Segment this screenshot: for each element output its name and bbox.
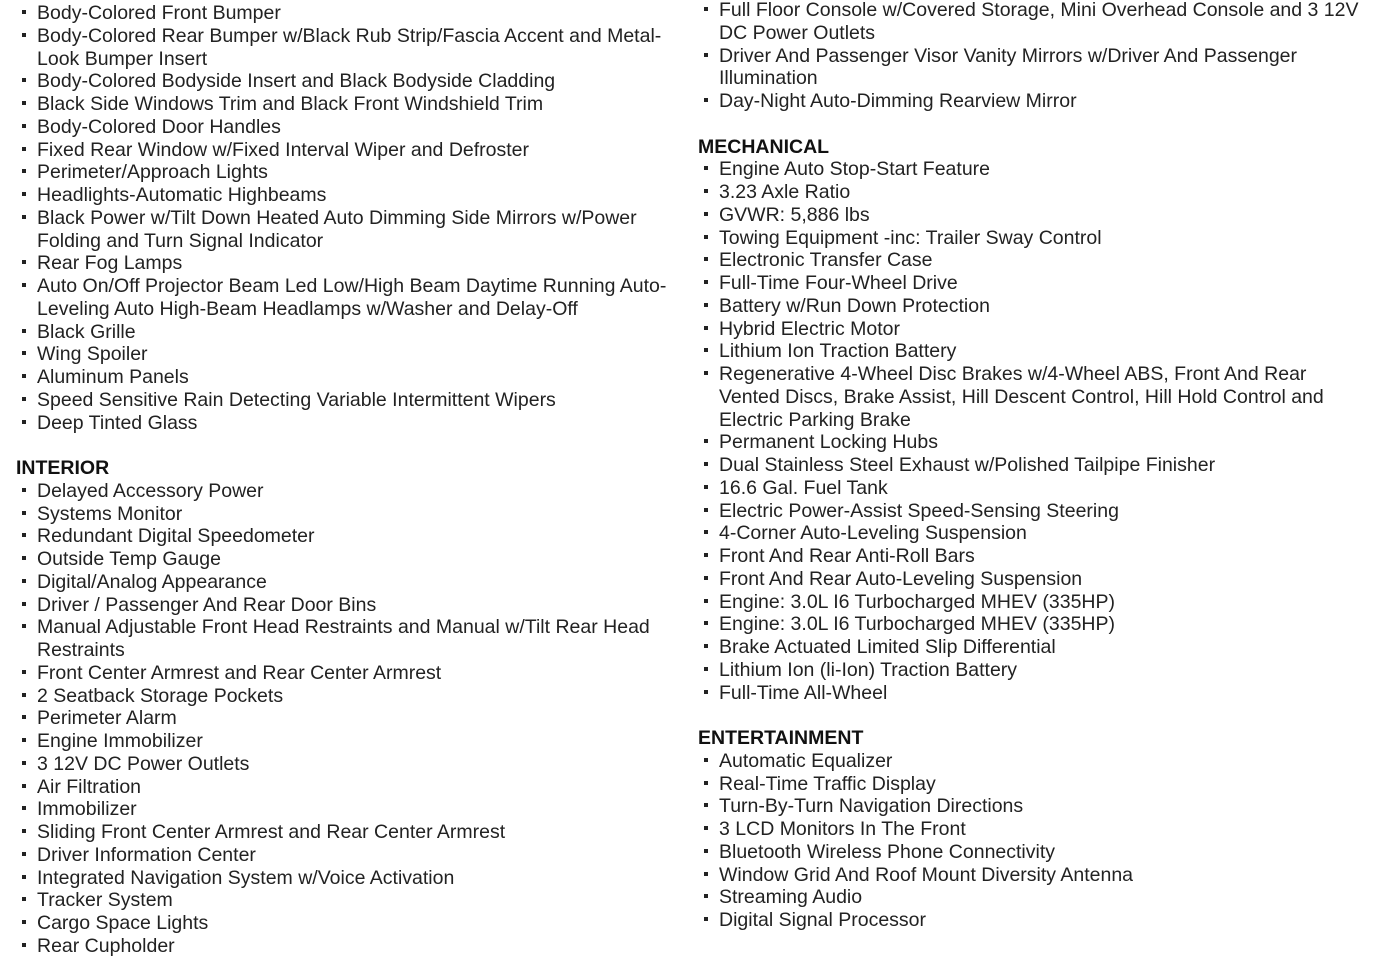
feature-item: Perimeter Alarm	[16, 707, 681, 730]
feature-item: Delayed Accessory Power	[16, 480, 681, 503]
feature-item: Wing Spoiler	[16, 343, 681, 366]
feature-section	[16, 457, 681, 958]
feature-item: Deep Tinted Glass	[16, 412, 681, 435]
feature-item: Front And Rear Auto-Leveling Suspension	[698, 568, 1363, 591]
feature-item: Regenerative 4-Wheel Disc Brakes w/4-Wheel ABS, Front And Rear Vented Discs, Brake Assist, Hill Descent Control, Hill Hold Control and Electric Parking Brake	[698, 363, 1363, 431]
feature-section	[698, 136, 1363, 705]
feature-section	[698, 0, 1363, 113]
feature-item: Auto On/Off Projector Beam Led Low/High Beam Daytime Running Auto-Leveling Auto High-Beam Headlamps w/Washer and Delay-Off	[16, 275, 681, 321]
section-heading: MECHANICAL	[698, 135, 830, 158]
right-column	[698, 0, 1363, 955]
feature-list	[698, 750, 1363, 932]
feature-item: Outside Temp Gauge	[16, 548, 681, 571]
feature-item: Driver Information Center	[16, 844, 681, 867]
feature-item: Manual Adjustable Front Head Restraints and Manual w/Tilt Rear Head Restraints	[16, 616, 681, 662]
feature-item: Driver / Passenger And Rear Door Bins	[16, 594, 681, 617]
feature-item: Air Filtration	[16, 776, 681, 799]
feature-item: Body-Colored Bodyside Insert and Black Bodyside Cladding	[16, 70, 681, 93]
feature-item: 2 Seatback Storage Pockets	[16, 685, 681, 708]
feature-item: Electronic Transfer Case	[698, 249, 1363, 272]
feature-item: Front And Rear Anti-Roll Bars	[698, 545, 1363, 568]
feature-item: Engine: 3.0L I6 Turbocharged MHEV (335HP)	[698, 591, 1363, 614]
feature-item: Aluminum Panels	[16, 366, 681, 389]
feature-item: Dual Stainless Steel Exhaust w/Polished Tailpipe Finisher	[698, 454, 1363, 477]
feature-item: Front Center Armrest and Rear Center Armrest	[16, 662, 681, 685]
feature-item: Rear Cupholder	[16, 935, 681, 958]
feature-item: Tracker System	[16, 889, 681, 912]
feature-item: Black Side Windows Trim and Black Front Windshield Trim	[16, 93, 681, 116]
left-column	[16, 2, 681, 980]
feature-item: Electric Power-Assist Speed-Sensing Steering	[698, 500, 1363, 523]
feature-item: Permanent Locking Hubs	[698, 431, 1363, 454]
feature-section	[698, 727, 1363, 932]
feature-item: Sliding Front Center Armrest and Rear Center Armrest	[16, 821, 681, 844]
feature-item: Bluetooth Wireless Phone Connectivity	[698, 841, 1363, 864]
feature-item: 3.23 Axle Ratio	[698, 181, 1363, 204]
feature-item: Brake Actuated Limited Slip Differential	[698, 636, 1363, 659]
feature-item: Black Power w/Tilt Down Heated Auto Dimming Side Mirrors w/Power Folding and Turn Signal Indicator	[16, 207, 681, 253]
section-heading: ENTERTAINMENT	[698, 727, 864, 749]
feature-item: Window Grid And Roof Mount Diversity Antenna	[698, 864, 1363, 887]
feature-item: Lithium Ion (li-Ion) Traction Battery	[698, 659, 1363, 682]
feature-item: Speed Sensitive Rain Detecting Variable Intermittent Wipers	[16, 389, 681, 412]
feature-item: Digital Signal Processor	[698, 909, 1363, 932]
feature-item: Turn-By-Turn Navigation Directions	[698, 795, 1363, 818]
feature-list	[16, 2, 681, 434]
feature-list	[698, 158, 1363, 704]
feature-item: Engine: 3.0L I6 Turbocharged MHEV (335HP)	[698, 613, 1363, 636]
feature-item: Full Floor Console w/Covered Storage, Mini Overhead Console and 3 12V DC Power Outlets	[698, 0, 1363, 45]
feature-item: Body-Colored Door Handles	[16, 116, 681, 139]
feature-item: 16.6 Gal. Fuel Tank	[698, 477, 1363, 500]
feature-item: 3 LCD Monitors In The Front	[698, 818, 1363, 841]
feature-item: Body-Colored Front Bumper	[16, 2, 681, 25]
feature-item: Real-Time Traffic Display	[698, 773, 1363, 796]
feature-item: Towing Equipment -inc: Trailer Sway Control	[698, 227, 1363, 250]
feature-item: Rear Fog Lamps	[16, 252, 681, 275]
feature-item: Driver And Passenger Visor Vanity Mirrors w/Driver And Passenger Illumination	[698, 45, 1363, 91]
feature-item: Body-Colored Rear Bumper w/Black Rub Strip/Fascia Accent and Metal-Look Bumper Insert	[16, 25, 681, 71]
feature-item: Automatic Equalizer	[698, 750, 1363, 773]
feature-item: Lithium Ion Traction Battery	[698, 340, 1363, 363]
feature-item: Streaming Audio	[698, 886, 1363, 909]
feature-item: Systems Monitor	[16, 503, 681, 526]
feature-item: Battery w/Run Down Protection	[698, 295, 1363, 318]
feature-item: Black Grille	[16, 321, 681, 344]
feature-item: Perimeter/Approach Lights	[16, 161, 681, 184]
feature-item: Fixed Rear Window w/Fixed Interval Wiper and Defroster	[16, 139, 681, 162]
feature-section	[16, 2, 681, 434]
feature-item: Redundant Digital Speedometer	[16, 525, 681, 548]
feature-item: Headlights-Automatic Highbeams	[16, 184, 681, 207]
feature-item: 4-Corner Auto-Leveling Suspension	[698, 522, 1363, 545]
feature-item: 3 12V DC Power Outlets	[16, 753, 681, 776]
feature-item: Full-Time Four-Wheel Drive	[698, 272, 1363, 295]
feature-item: Hybrid Electric Motor	[698, 318, 1363, 341]
feature-item: Immobilizer	[16, 798, 681, 821]
feature-item: Full-Time All-Wheel	[698, 682, 1363, 705]
feature-item: Engine Immobilizer	[16, 730, 681, 753]
feature-item: Engine Auto Stop-Start Feature	[698, 158, 1363, 181]
feature-item: Integrated Navigation System w/Voice Activation	[16, 867, 681, 890]
feature-item: Digital/Analog Appearance	[16, 571, 681, 594]
feature-list	[698, 0, 1363, 113]
feature-item: GVWR: 5,886 lbs	[698, 204, 1363, 227]
feature-item: Day-Night Auto-Dimming Rearview Mirror	[698, 90, 1363, 113]
feature-item: Cargo Space Lights	[16, 912, 681, 935]
section-heading: INTERIOR	[16, 457, 110, 479]
feature-list	[16, 480, 681, 958]
